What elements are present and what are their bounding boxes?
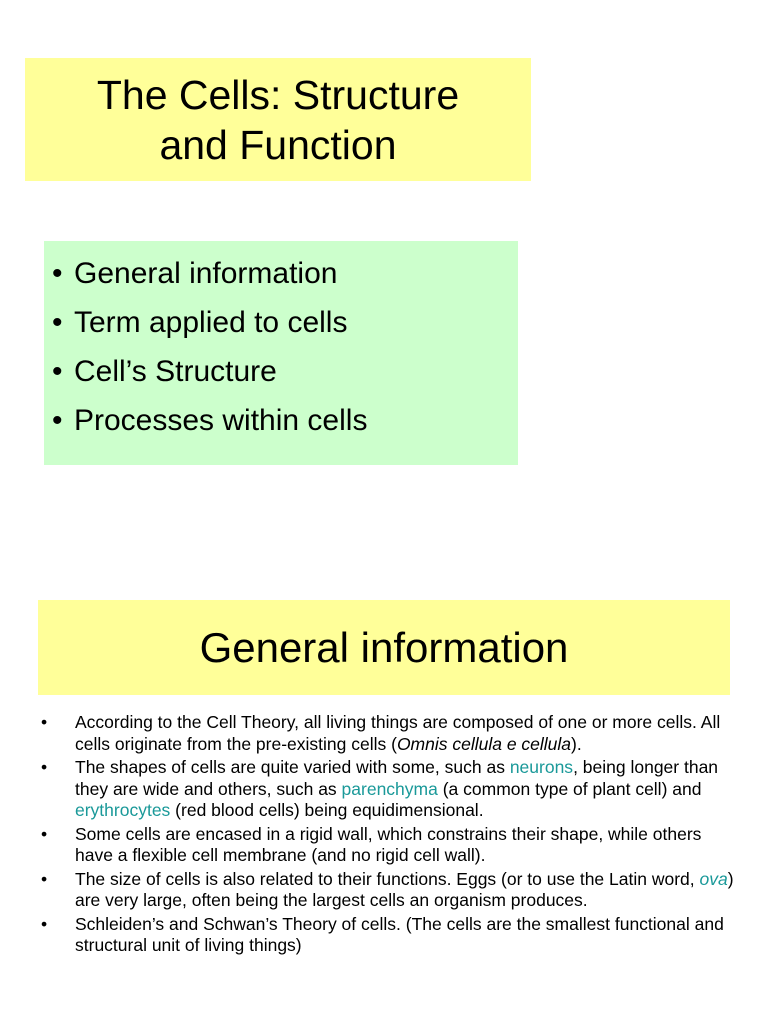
content-item-schleiden-schwann bbox=[38, 914, 738, 957]
content-item-cell-theory bbox=[38, 712, 738, 755]
slide-title-line-2: and Function bbox=[159, 121, 397, 168]
content-item-cell-wall bbox=[38, 824, 738, 867]
bullet-marker: • bbox=[52, 404, 63, 437]
text-run: The size of cells is also related to their functions. Eggs (or to use the Latin word, bbox=[75, 868, 700, 889]
content-list bbox=[38, 712, 738, 957]
text-run: (a common type of plant cell) and bbox=[437, 778, 702, 799]
slide-title bbox=[97, 70, 459, 170]
title-slide-banner bbox=[25, 58, 531, 181]
content-item-cell-size bbox=[38, 869, 738, 912]
text-run: Some cells are encased in a rigid wall, which constrains their shape, while others have a flexible cell membrane (and no rigid cell wall). bbox=[75, 823, 702, 865]
outline-item-label: Term applied to cells bbox=[74, 306, 348, 339]
outline-item-term-applied bbox=[52, 298, 518, 347]
term-neurons: neurons bbox=[509, 757, 574, 777]
outline-item-general-information bbox=[52, 249, 518, 298]
bullet-marker: • bbox=[52, 306, 63, 339]
bullet-marker: • bbox=[41, 757, 48, 777]
text-run: According to the Cell Theory, all living things are composed of one or more cells. All cells originate from the pre-existing cells ( bbox=[75, 712, 721, 754]
outline-item-processes bbox=[52, 396, 518, 445]
text-run: , being longer than they are wide and others, such as bbox=[75, 757, 719, 799]
bullet-marker: • bbox=[41, 868, 48, 889]
section-heading: General information bbox=[199, 623, 569, 671]
outline-list bbox=[44, 241, 518, 445]
content-body bbox=[38, 712, 738, 959]
bullet-marker: • bbox=[41, 712, 48, 732]
content-item-cell-shapes bbox=[38, 757, 738, 822]
section-heading-banner bbox=[38, 600, 730, 695]
outline-item-label: General information bbox=[74, 257, 338, 290]
text-run: The shapes of cells are quite varied with some, such as bbox=[75, 757, 510, 777]
term-parenchyma: parenchyma bbox=[341, 778, 438, 799]
outline-item-label: Cell’s Structure bbox=[74, 355, 277, 388]
term-ova: ova bbox=[699, 868, 728, 889]
latin-phrase: Omnis cellula e cellula bbox=[396, 733, 572, 754]
text-run: ) are very large, often being the largest cells an organism produces. bbox=[75, 868, 734, 910]
bullet-marker: • bbox=[41, 823, 48, 844]
outline-item-label: Processes within cells bbox=[74, 404, 368, 437]
bullet-marker: • bbox=[52, 355, 63, 388]
outline-box bbox=[44, 241, 518, 465]
slide-title-line-1: The Cells: Structure bbox=[96, 71, 460, 118]
term-erythrocytes: erythrocytes bbox=[75, 800, 171, 820]
bullet-marker: • bbox=[41, 913, 48, 934]
outline-item-cells-structure bbox=[52, 347, 518, 396]
bullet-marker: • bbox=[52, 257, 63, 290]
text-run: ). bbox=[571, 733, 582, 754]
text-run: Schleiden’s and Schwan’s Theory of cells. (The cells are the smallest functional and structural unit of living things) bbox=[75, 913, 724, 955]
text-run: (red blood cells) being equidimensional. bbox=[170, 800, 484, 820]
